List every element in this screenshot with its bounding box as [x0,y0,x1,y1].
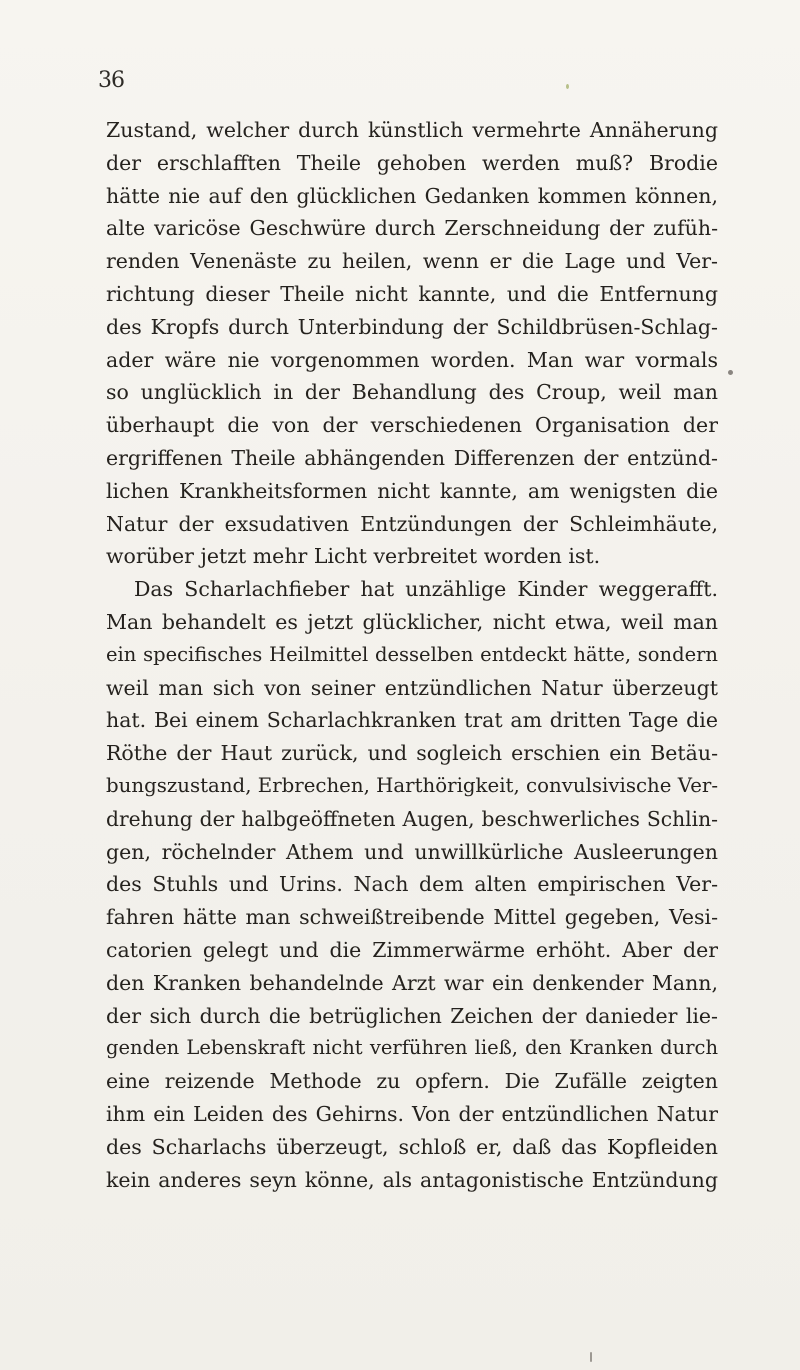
text-line: catorien gelegt und die Zimmerwärme erhöht. Aber der [106,937,718,962]
text-line: Das Scharlachfieber hat unzählige Kinder weggerafft. [134,577,718,602]
text-line: des Stuhls und Urins. Nach dem alten empirischen Ver- [106,872,718,897]
paper-speck [728,370,733,375]
text-line: bungszustand, Erbrechen, Harthörigkeit, convulsivische Ver- [106,773,718,797]
text-line: alte varicöse Geschwüre durch Zerschneidung der zufüh- [106,216,718,241]
text-line: ein specifisches Heilmittel desselben entdeckt hätte, sondern [106,642,718,666]
text-line: Röthe der Haut zurück, und sogleich erschien ein Betäu- [106,741,718,766]
text-line: Zustand, welcher durch künstlich vermehrte Annäherung [106,118,718,142]
body-text [106,114,718,1196]
text-line: den Kranken behandelnde Arzt war ein denkender Mann, [106,970,718,995]
text-line: eine reizende Methode zu opfern. Die Zufälle zeigten [106,1069,718,1094]
text-line: weil man sich von seiner entzündlichen Natur überzeugt [106,675,718,700]
text-line: richtung dieser Theile nicht kannte, und die Entfernung [106,281,718,306]
paper-speck [566,84,569,89]
text-line: gen, röchelnder Athem und unwillkürliche Ausleerungen [106,839,718,864]
page-number: 36 [98,68,124,93]
text-line: hat. Bei einem Scharlachkranken trat am dritten Tage die [106,708,718,733]
text-line: der erschlafften Theile gehoben werden muß? Brodie [106,150,718,175]
text-line: fahren hätte man schweißtreibende Mittel gegeben, Vesi- [106,905,718,930]
text-line: des Scharlachs überzeugt, schloß er, daß das Kopfleiden [106,1134,718,1159]
text-line: ergriffenen Theile abhängenden Differenzen der entzünd- [106,445,718,470]
text-line: lichen Krankheitsformen nicht kannte, am wenigsten die [106,478,718,503]
text-line: Natur der exsudativen Entzündungen der Schleimhäute, [106,511,718,536]
text-line: so unglücklich in der Behandlung des Croup, weil man [106,380,718,405]
text-line: genden Lebenskraft nicht verführen ließ, den Kranken durch [106,1036,718,1060]
text-line: drehung der halbgeöffneten Augen, beschwerliches Schlin- [106,806,718,831]
paper-speck [590,1352,592,1362]
text-line: des Kropfs durch Unterbindung der Schildbrüsen-Schlag- [106,314,718,339]
text-line: renden Venenäste zu heilen, wenn er die Lage und Ver- [106,249,718,274]
text-line: Man behandelt es jetzt glücklicher, nicht etwa, weil man [106,609,718,634]
text-line: ihm ein Leiden des Gehirns. Von der entzündlichen Natur [106,1101,718,1126]
text-line: worüber jetzt mehr Licht verbreitet worden ist. [106,544,601,569]
text-line: ader wäre nie vorgenommen worden. Man war vormals [106,347,718,372]
text-line: überhaupt die von der verschiedenen Organisation der [106,413,718,438]
text-line: hätte nie auf den glücklichen Gedanken kommen können, [106,183,718,208]
text-line: der sich durch die betrüglichen Zeichen der danieder lie- [106,1003,718,1028]
text-line: kein anderes seyn könne, als antagonistische Entzündung [106,1167,718,1192]
